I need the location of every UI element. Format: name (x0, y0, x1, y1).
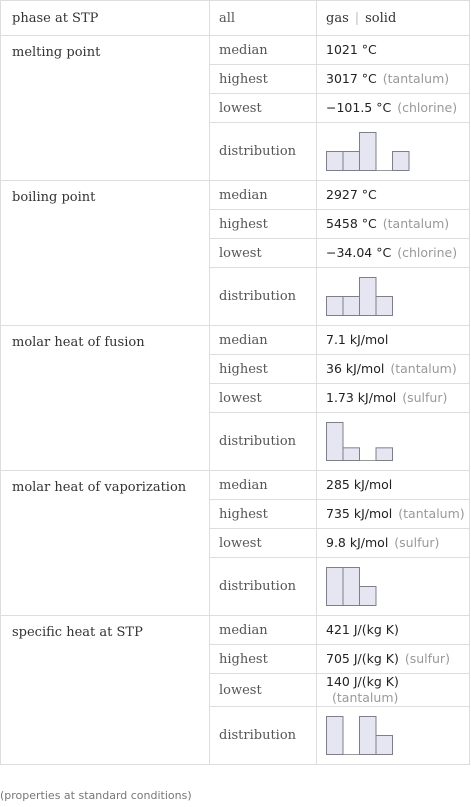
histogram-bar (376, 296, 393, 315)
histogram-bar (327, 422, 344, 460)
footer-note: (properties at standard conditions) (0, 789, 192, 802)
property-name-specific-heat-at-stp: specific heat at STP (1, 616, 210, 765)
highest-cell (317, 210, 470, 239)
distribution-label: distribution (210, 123, 317, 181)
histogram-bar (360, 277, 377, 315)
distribution-cell (317, 268, 470, 326)
distribution-histogram (326, 714, 394, 758)
lowest-value: −101.5 °C (326, 100, 392, 115)
phase-solid: solid (365, 10, 397, 26)
median-cell (317, 616, 470, 645)
median-label: median (210, 326, 317, 355)
lowest-label: lowest (210, 674, 317, 707)
lowest-element-note: (chlorine) (397, 100, 458, 115)
lowest-label: lowest (210, 94, 317, 123)
distribution-label: distribution (210, 707, 317, 765)
histogram-bar (360, 132, 377, 170)
highest-element-note: (tantalum) (382, 216, 450, 231)
highest-cell (317, 65, 470, 94)
median-value: 285 kJ/mol (326, 477, 393, 492)
highest-label: highest (210, 355, 317, 384)
distribution-histogram (326, 420, 394, 464)
header-phase-values (317, 1, 470, 36)
lowest-element-note: (chlorine) (397, 245, 458, 260)
lowest-value: −34.04 °C (326, 245, 392, 260)
histogram-bar (343, 151, 360, 170)
lowest-cell (317, 239, 470, 268)
histogram-bar (376, 447, 393, 460)
highest-label: highest (210, 210, 317, 239)
lowest-element-note: (sulfur) (402, 390, 448, 405)
distribution-cell (317, 123, 470, 181)
histogram-bar (327, 151, 344, 170)
histogram-bar (376, 735, 393, 754)
histogram-bar (360, 586, 377, 605)
distribution-cell (317, 558, 470, 616)
lowest-label: lowest (210, 529, 317, 558)
median-cell (317, 471, 470, 500)
highest-label: highest (210, 500, 317, 529)
lowest-cell (317, 529, 470, 558)
histogram-bar (393, 151, 410, 170)
row-melting-point-median (1, 36, 470, 65)
lowest-label: lowest (210, 239, 317, 268)
phase-gas: gas (326, 10, 349, 26)
row-molar-heat-of-vaporization-median (1, 471, 470, 500)
highest-value: 36 kJ/mol (326, 361, 385, 376)
lowest-cell (317, 94, 470, 123)
highest-cell (317, 645, 470, 674)
lowest-cell (317, 674, 470, 707)
highest-cell (317, 500, 470, 529)
lowest-element-note: (tantalum) (332, 690, 399, 705)
median-value: 7.1 kJ/mol (326, 332, 389, 347)
histogram-bar (360, 716, 377, 754)
distribution-label: distribution (210, 558, 317, 616)
row-molar-heat-of-fusion-median (1, 326, 470, 355)
median-value: 1021 °C (326, 42, 377, 57)
highest-element-note: (tantalum) (398, 506, 465, 521)
histogram-bar (343, 567, 360, 605)
median-cell (317, 181, 470, 210)
lowest-cell (317, 384, 470, 413)
median-label: median (210, 616, 317, 645)
highest-label: highest (210, 65, 317, 94)
median-label: median (210, 36, 317, 65)
median-value: 2927 °C (326, 187, 377, 202)
header-phase-label: phase at STP (1, 1, 210, 36)
highest-value: 705 J/(kg K) (326, 651, 399, 666)
highest-value: 3017 °C (326, 71, 377, 86)
distribution-histogram (326, 275, 394, 319)
median-value: 421 J/(kg K) (326, 622, 399, 637)
phase-separator: | (354, 10, 360, 26)
lowest-element-note: (sulfur) (394, 535, 440, 550)
highest-value: 735 kJ/mol (326, 506, 393, 521)
row-boiling-point-median (1, 181, 470, 210)
median-label: median (210, 471, 317, 500)
median-cell (317, 36, 470, 65)
histogram-bar (327, 296, 344, 315)
highest-value: 5458 °C (326, 216, 377, 231)
highest-element-note: (sulfur) (404, 651, 450, 666)
highest-cell (317, 355, 470, 384)
property-name-boiling-point: boiling point (1, 181, 210, 326)
property-name-molar-heat-of-vaporization: molar heat of vaporization (1, 471, 210, 616)
histogram-bar (343, 296, 360, 315)
median-label: median (210, 181, 317, 210)
distribution-cell (317, 413, 470, 471)
lowest-value: 1.73 kJ/mol (326, 390, 397, 405)
highest-element-note: (tantalum) (382, 71, 450, 86)
median-cell (317, 326, 470, 355)
property-name-melting-point: melting point (1, 36, 210, 181)
header-row (1, 1, 470, 36)
histogram-bar (327, 716, 344, 754)
lowest-value: 140 J/(kg K) (326, 674, 399, 689)
highest-label: highest (210, 645, 317, 674)
row-specific-heat-at-stp-median (1, 616, 470, 645)
distribution-cell (317, 707, 470, 765)
highest-element-note: (tantalum) (390, 361, 457, 376)
histogram-bar (327, 567, 344, 605)
distribution-histogram (326, 130, 411, 174)
header-all-label: all (210, 1, 317, 36)
histogram-bar (343, 447, 360, 460)
lowest-value: 9.8 kJ/mol (326, 535, 389, 550)
property-name-molar-heat-of-fusion: molar heat of fusion (1, 326, 210, 471)
distribution-histogram (326, 565, 378, 609)
distribution-label: distribution (210, 413, 317, 471)
distribution-label: distribution (210, 268, 317, 326)
lowest-label: lowest (210, 384, 317, 413)
